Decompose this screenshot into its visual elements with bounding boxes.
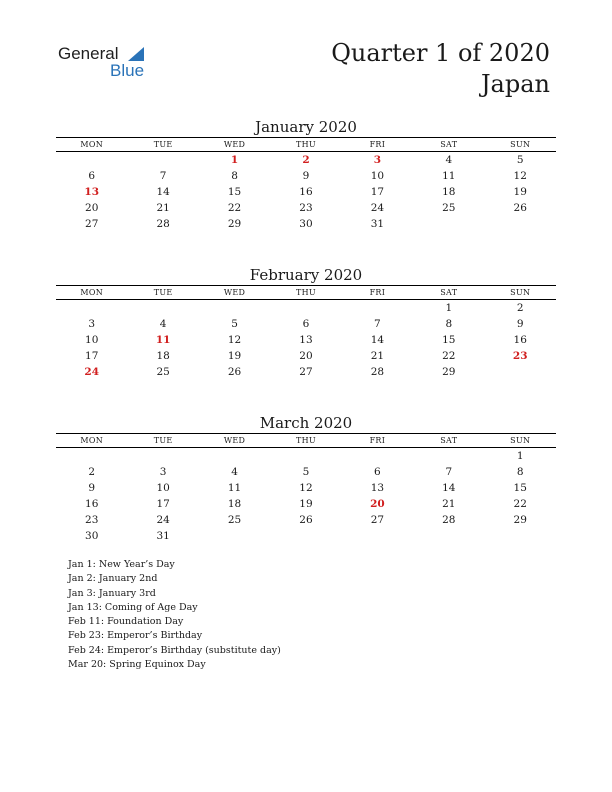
- day-cell: 5: [302, 466, 310, 478]
- day-cell: [270, 528, 341, 544]
- day-cell: 3: [159, 466, 167, 478]
- day-cell: 7: [374, 318, 381, 330]
- week-row: [56, 216, 556, 232]
- day-cell: 10: [370, 170, 385, 182]
- weekday-header: MON: [80, 140, 104, 149]
- day-cell: 30: [299, 218, 313, 230]
- day-cell: 24: [156, 514, 170, 526]
- day-cell: 23: [299, 202, 313, 214]
- month-title: February 2020: [249, 266, 363, 284]
- weekday-header: SAT: [440, 288, 458, 297]
- day-cell: 31: [370, 218, 385, 230]
- day-cell: 15: [227, 186, 242, 198]
- weekday-header: TUE: [153, 140, 173, 149]
- month-calendar: [56, 117, 556, 232]
- day-cell: 20: [299, 350, 313, 362]
- weekday-header-row: [56, 433, 556, 448]
- day-cell: [56, 448, 127, 464]
- quarter-title: Quarter 1 of 2020: [331, 39, 550, 67]
- day-cell: 29: [227, 218, 242, 230]
- day-cell: [342, 448, 413, 464]
- day-cell: 28: [370, 366, 385, 378]
- day-cell: 14: [370, 334, 385, 346]
- holiday-legend: [68, 558, 281, 672]
- weekday-header: FRI: [369, 288, 386, 297]
- day-cell: [56, 152, 127, 168]
- legend-item: Mar 20: Spring Equinox Day: [68, 659, 206, 671]
- day-cell: 20: [85, 202, 99, 214]
- day-cell: 25: [227, 514, 242, 526]
- week-row: [56, 364, 556, 380]
- day-cell: [342, 300, 413, 316]
- day-cell: 8: [231, 170, 238, 182]
- weekday-header: THU: [295, 436, 316, 445]
- day-cell: 17: [370, 186, 385, 198]
- logo-blue-text: Blue: [110, 61, 145, 80]
- page-title: [331, 38, 550, 100]
- day-cell: 21: [156, 202, 170, 214]
- day-cell: [127, 152, 198, 168]
- day-cell: 29: [513, 514, 527, 526]
- weekday-header: WED: [223, 288, 246, 297]
- weekday-header: WED: [223, 140, 246, 149]
- day-cell: 11: [442, 170, 456, 182]
- day-cell: 31: [156, 530, 170, 542]
- day-cell: 8: [516, 466, 524, 478]
- legend-item: Jan 13: Coming of Age Day: [68, 601, 198, 613]
- weekday-header: TUE: [153, 288, 173, 297]
- day-cell: 25: [156, 366, 170, 378]
- weekday-header-row: [56, 285, 556, 300]
- day-cell: 9: [88, 482, 96, 494]
- day-cell: 28: [156, 218, 170, 230]
- weekday-header: TUE: [153, 436, 173, 445]
- day-cell: 15: [513, 482, 527, 494]
- week-row: [56, 152, 556, 168]
- legend-item: Jan 3: January 3rd: [68, 587, 156, 599]
- day-cell: 6: [88, 170, 96, 182]
- week-row: [56, 316, 556, 332]
- weekday-header: SUN: [510, 140, 531, 149]
- legend-item: Jan 1: New Year’s Day: [68, 559, 175, 570]
- day-cell: 18: [156, 350, 170, 362]
- weekday-header: FRI: [369, 436, 386, 445]
- day-cell: [485, 528, 556, 544]
- week-row: [56, 332, 556, 348]
- month-title: March 2020: [259, 414, 353, 432]
- logo-general-text: General: [58, 44, 119, 63]
- generalblue-logo: [58, 44, 158, 84]
- day-cell: 5: [231, 318, 238, 330]
- day-cell: 23: [85, 514, 99, 526]
- month-calendar: [56, 265, 556, 380]
- day-cell: [127, 300, 198, 316]
- day-cell: 26: [299, 514, 313, 526]
- day-cell: 1: [230, 154, 239, 166]
- weekday-header: WED: [223, 436, 246, 445]
- weekday-header: THU: [295, 140, 316, 149]
- day-cell: [199, 448, 270, 464]
- day-cell: 7: [159, 170, 167, 182]
- day-cell: 16: [513, 334, 527, 346]
- week-row: [56, 528, 556, 544]
- day-cell: 15: [442, 334, 456, 346]
- day-cell: [199, 300, 270, 316]
- day-cell: [413, 216, 484, 232]
- day-cell: 22: [442, 350, 456, 362]
- day-cell: 3: [88, 318, 96, 330]
- day-cell: 8: [445, 318, 453, 330]
- day-cell: [127, 448, 198, 464]
- day-cell: 16: [85, 498, 99, 510]
- day-cell: 24: [84, 366, 100, 378]
- weekday-header: SAT: [440, 140, 458, 149]
- day-cell: 12: [513, 170, 527, 182]
- day-cell: 12: [227, 334, 242, 346]
- day-cell: 30: [85, 530, 99, 542]
- legend-item: Feb 11: Foundation Day: [68, 616, 184, 628]
- day-cell: 22: [513, 498, 527, 510]
- day-cell: [342, 528, 413, 544]
- day-cell: 4: [445, 154, 453, 166]
- day-cell: 25: [442, 202, 456, 214]
- day-cell: 14: [442, 482, 456, 494]
- day-cell: 14: [156, 186, 170, 198]
- day-cell: 13: [84, 186, 100, 198]
- month-title: January 2020: [255, 118, 357, 136]
- day-cell: 26: [513, 202, 527, 214]
- week-row: [56, 480, 556, 496]
- day-cell: [270, 448, 341, 464]
- day-cell: 22: [227, 202, 242, 214]
- day-cell: 24: [370, 202, 385, 214]
- day-cell: 9: [516, 318, 524, 330]
- day-cell: 17: [85, 350, 99, 362]
- day-cell: 23: [512, 350, 528, 362]
- week-row: [56, 512, 556, 528]
- weekday-header: MON: [80, 288, 104, 297]
- day-cell: [270, 300, 341, 316]
- week-row: [56, 168, 556, 184]
- day-cell: [485, 364, 556, 380]
- day-cell: 27: [299, 366, 313, 378]
- day-cell: 6: [374, 466, 381, 478]
- country-title: Japan: [480, 70, 550, 98]
- day-cell: 11: [155, 334, 171, 346]
- week-row: [56, 448, 556, 464]
- weekday-header: FRI: [369, 140, 386, 149]
- day-cell: 12: [299, 482, 313, 494]
- day-cell: 2: [88, 466, 96, 478]
- week-row: [56, 184, 556, 200]
- day-cell: 4: [231, 466, 238, 478]
- day-cell: 6: [302, 318, 310, 330]
- day-cell: 11: [227, 482, 242, 494]
- day-cell: 17: [156, 498, 170, 510]
- weekday-header: SUN: [510, 436, 531, 445]
- legend-item: Feb 23: Emperor’s Birthday: [68, 630, 203, 642]
- day-cell: 4: [159, 318, 167, 330]
- day-cell: 13: [299, 334, 313, 346]
- day-cell: 13: [370, 482, 385, 494]
- weekday-header: THU: [295, 288, 316, 297]
- weekday-header: SAT: [440, 436, 458, 445]
- day-cell: 1: [516, 450, 524, 462]
- day-cell: 18: [442, 186, 456, 198]
- day-cell: 29: [442, 366, 456, 378]
- day-cell: 19: [227, 350, 242, 362]
- logo-triangle-icon: [128, 47, 144, 61]
- week-row: [56, 348, 556, 364]
- day-cell: 7: [445, 466, 453, 478]
- day-cell: 10: [85, 334, 99, 346]
- weekday-header-row: [56, 137, 556, 152]
- legend-item: Feb 24: Emperor’s Birthday (substitute day): [68, 644, 281, 656]
- day-cell: 10: [156, 482, 170, 494]
- legend-item: Jan 2: January 2nd: [68, 573, 158, 585]
- day-cell: 27: [370, 514, 385, 526]
- week-row: [56, 496, 556, 512]
- day-cell: [199, 528, 270, 544]
- day-cell: 28: [442, 514, 456, 526]
- day-cell: 2: [302, 154, 310, 166]
- day-cell: 1: [445, 302, 453, 314]
- day-cell: 27: [85, 218, 99, 230]
- day-cell: 5: [516, 154, 524, 166]
- day-cell: 18: [227, 498, 242, 510]
- day-cell: 3: [373, 154, 382, 166]
- weekday-header: MON: [80, 436, 104, 445]
- day-cell: [413, 448, 484, 464]
- day-cell: [413, 528, 484, 544]
- day-cell: 19: [299, 498, 313, 510]
- day-cell: 16: [299, 186, 313, 198]
- weekday-header: SUN: [510, 288, 531, 297]
- day-cell: 20: [370, 498, 385, 510]
- day-cell: 21: [370, 350, 385, 362]
- day-cell: [485, 216, 556, 232]
- day-cell: 19: [513, 186, 527, 198]
- week-row: [56, 464, 556, 480]
- day-cell: 26: [227, 366, 242, 378]
- week-row: [56, 300, 556, 316]
- month-calendar: [56, 413, 556, 544]
- week-row: [56, 200, 556, 216]
- day-cell: [56, 300, 127, 316]
- day-cell: 2: [516, 302, 524, 314]
- day-cell: 9: [302, 170, 310, 182]
- day-cell: 21: [442, 498, 456, 510]
